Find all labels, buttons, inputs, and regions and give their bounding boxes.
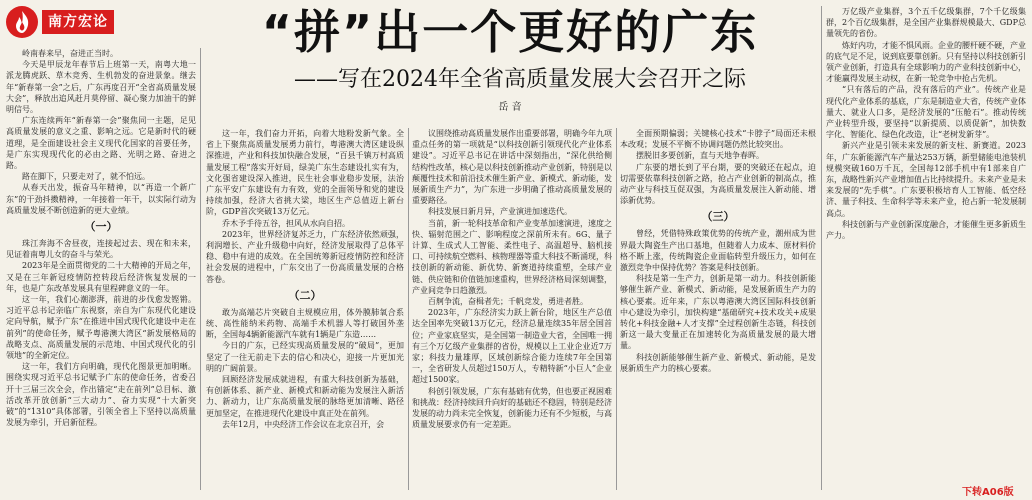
paragraph: 路在脚下，只要走对了，就不怕远。: [22, 172, 150, 182]
column-divider: [821, 6, 822, 490]
article-column-3: [412, 128, 612, 490]
paragraph: 广东要的增长到了平台期，要的突破还在起点，迫切需要依靠科技创新之路，抢占产业创新的制高点，推动产业与科技互促双强，为高质量发展注入新动能、增添新优势。: [620, 162, 816, 206]
paragraph: 今日的广东，已经实现高质量发展的“破局”，更加坚定了一往无前走下去的信心和决心，迎接一片更加光明的广阔前景。: [206, 341, 404, 373]
paragraph: 万亿级产业集群，3个五千亿级集群，7个千亿级集群，2个百亿级集群，是全国产业集群规模最大、GDP总量领先的省份。: [826, 7, 1026, 39]
paragraph: 曾经，凭借特殊政策优势的传统产业，潮州成为世界最大陶瓷生产出口基地，但随着人力成本、原材料价格不断上涨，传统陶瓷企业面临转型升级压力，如何在激烈竞争中保持优势？答案是科技创新。: [620, 229, 816, 273]
continued-page-link[interactable]: 下转A06版: [962, 487, 1014, 498]
paragraph: 当前，新一轮科技革命和产业变革加速演进，速度之快、辐射范围之广、影响程度之深前所未有。6G、量子计算、生成式人工智能、柔性电子、高温超导、脑机接口、可持续航空燃料、核物理器等重大科技不断涌现，科技创新的新动能、新优势、新赛道持续重塑，全球产业链、供应链和价值链加速重构，世界经济格局深刻调整，产业间竞争日趋激烈。: [412, 218, 612, 295]
paragraph: 岭南春来早，奋进正当时。: [22, 49, 118, 58]
paragraph: 科技创新与产业创新深度融合，才能催生更多新质生产力。: [826, 219, 1026, 241]
paragraph: 广东连续两年“新春第一会”聚焦同一主题，足见高质量发展的意义之重、影响之远。它是新时代的硬道理，是全面建设社会主义现代化国家的首要任务，是广东实现现代化的必由之路、光明之路、奋进之路。: [6, 116, 196, 171]
paragraph: 这一年，我们心潮澎湃，前进的步伐愈发铿锵。习近平总书记亲临广东视察，亲自为广东现代化建设定向导航，赋予广东“在推进中国式现代化建设中走在前列”的使命任务，赋予粤港澳大湾区“新发展格局的战略支点、高质量发展的示范地、中国式现代化的引领地”的全新定位。: [6, 295, 196, 361]
paragraph: 2023年是全面贯彻党的二十大精神的开局之年，又是在三年新冠疫情防控转段后经济恢复发展的一年，也是广东改革发展具有里程碑意义的一年。: [6, 261, 196, 293]
paragraph: 议围绕推动高质量发展作出重要部署，明确今年九项重点任务的第一项就是“以科技创新引领现代化产业体系建设”。习近平总书记在讲话中深刻指出，“深化供给侧结构性改革，核心是以科技创新推动产业创新，特别是以颠覆性技术和前沿技术催生新产业、新模式、新动能，发展新质生产力”，为广东进一步明确了推动高质量发展的重要路径。: [412, 129, 612, 206]
column-logo: [6, 6, 146, 40]
paragraph: 科创引领发展，广东有基础有优势，但也要正视困难和挑战：经济持续回升向好的基础还不稳固，特别是经济发展的动力尚未完全恢复，创新能力还有不少短板，与高质量发展要求仍有一定差距。: [412, 386, 612, 430]
paragraph: 2023年，世界经济复苏乏力，广东经济依然顽强，利润增长、产业升级稳中向好，经济发展取得了总体平稳、稳中有进的成效。在全国统筹新冠疫情防控和经济社会发展的进程中，广东交出了一份高质量发展的合格答卷。: [206, 229, 404, 284]
article-column-2: [206, 128, 404, 490]
paragraph: 珠江奔海不舍昼夜，连接起过去、现在和未来，见证着南粤儿女的奋斗与荣光。: [6, 239, 196, 260]
paragraph: 乔木予手待五谷，担风从水向自招。: [222, 218, 350, 228]
paragraph: 科技创新能够催生新产业、新模式、新动能，是发展新质生产力的核心要素。: [620, 352, 816, 373]
paragraph: 全面预期偏弱；关键核心技术“卡脖子”局面还未根本改观；发展不平衡不协调问题仍然比较突出。: [620, 129, 816, 150]
column-divider: [616, 128, 617, 490]
paragraph: 科技发展日新月异，产业演进加速迭代。: [428, 207, 572, 217]
section-number: （一）: [84, 220, 118, 234]
paragraph: 从春天出发，振奋马年精神，以“再造一个新广东”的干劲抖擞精神，一年接着一年干，以实际行动为高质量发展不断创造新的更大业绩。: [6, 183, 196, 215]
paragraph: 回顾经济发展成就进程，有重大科技创新为基础，有创新体系、新产业、新模式和新动能为发展注入新活力、新动力，让广东高质量发展的脉络更加清晰、路径更加坚定，在推进现代化建设中真正处在前列。: [206, 375, 404, 418]
paragraph: 敢为高端芯片突破自主规模应用，体外膜肺氧合系统、高性能纳米药物、高端手术机器人等打破国外垄断，全国每4辆新能源汽车就有1辆是广东造……: [206, 307, 404, 340]
paragraph: “只有落后的产品，没有落后的产业”。传统产业是现代化产业体系的基底，广东是制造业大省，传统产业体量大、就业人口多，是经济发展的“压舱石”。推动传统产业转型升级，要坚持“以新提质、以质促新”，加快数字化、智能化、绿色化改造，让“老树发新芽”。: [826, 85, 1026, 140]
paragraph: 去年12月，中央经济工作会议在北京召开，会: [222, 419, 385, 429]
article-column-1: [6, 48, 196, 490]
section-number: （三）: [701, 210, 735, 224]
subheadline: ——写在2024年全省高质量发展大会召开之际: [294, 67, 746, 92]
column-name: 南方宏论: [42, 10, 114, 34]
article-column-5: [826, 6, 1026, 490]
flame-icon: [6, 6, 38, 38]
column-divider: [408, 128, 409, 490]
paragraph: 这一年，我们方向明确，现代化图景更加明晰。围绕实现习近平总书记赋予广东的使命任务，省委召开十三届三次全会，作出锚定“走在前列”总目标、激活改革开放创新“三大动力”、奋力实现“十大新突破”的“1310”具体部署，引领全省上下坚持以高质量发展为牵引，开启新征程。: [6, 362, 196, 428]
paragraph: 摆脱旧多要创新，直与天地争春晖。: [636, 151, 764, 161]
paragraph: 2023年，广东经济实力跃上新台阶，地区生产总值达全国率先突破13万亿元，经济总量连续35年居全国首位；产业家底坚实，是全国第一制造业大省，全国唯一拥有三个万亿级产业集群的省份，规模以上工业企业近7万家；科技力量雄厚，区域创新综合能力连续7年全国第一，全省研发人员超过150万人，专精特新“小巨人”企业超过1500家。: [412, 308, 612, 385]
article-column-4: [620, 128, 816, 490]
section-number: （二）: [288, 288, 322, 302]
paragraph: 炼好内功，才能不惧风雨。企业的腰杆硬不硬，产业的底气足不足，说到底要靠创新。只有坚持以科技创新引领产业创新，打造具有全球影响力的产业科技创新中心，才能赢得发展主动权，在新一轮竞争中抢占先机。: [826, 40, 1026, 84]
paragraph: 新兴产业是引领未来发展的新支柱、新赛道。2023年，广东新能源汽车产量达253万辆，新型储能电池装机规模突破160万千瓦，全国每12部手机中有1部来自广东，战略性新兴产业增加值占比持续提升。未来产业是未来发展的“先手棋”。广东要积极培育人工智能、低空经济、量子科技、生命科学等未来产业，抢占新一轮发展制高点。: [826, 141, 1026, 218]
paragraph: 这一年，我们奋力开拓，向着大地粉发新气象。全省上下聚焦高质量发展勇力前行，粤港澳大湾区建设纵深推进，产业和科技加快融合发展，“百县千镇万村高质量发展工程”落实开好局，绿美广东生态建设扎实有为，文化强省建设深入推进，民生社会事业稳步发展，法治广东平安广东建设有力有效，党的全面领导和党的建设持续加强，经济大省挑大梁，地区生产总值迈上新台阶，GDP首次突破13万亿元。: [206, 129, 404, 217]
paragraph: 今天是甲辰龙年春节后上班第一天，南粤大地一派龙腾虎跃、草木竞秀、生机勃发的奋进景象。继去年“新春第一会”之后，广东再度召开“全省高质量发展大会”，释放出追风赶月莫停留、凝心聚力加油干的鲜明信号。: [6, 60, 196, 115]
paragraph: 科技是第一生产力，创新是第一动力。科技创新能够催生新产业、新模式、新动能，是发展新质生产力的核心要素。近年来，广东以粤港澳大湾区国际科技创新中心建设为牵引，加快构建“基础研究+技术攻关+成果转化+科技金融+人才支撑”全过程创新生态链，科技创新这一最大变量正在加速转化为高质量发展的最大增量。: [620, 274, 816, 351]
paragraph: 百舸争流，奋楫者先；千帆竞发，勇进者胜。: [428, 297, 588, 307]
headline: “拼”出一个更好的广东: [261, 5, 759, 59]
column-divider: [200, 48, 201, 490]
author-byline: 岳 音: [498, 102, 522, 113]
